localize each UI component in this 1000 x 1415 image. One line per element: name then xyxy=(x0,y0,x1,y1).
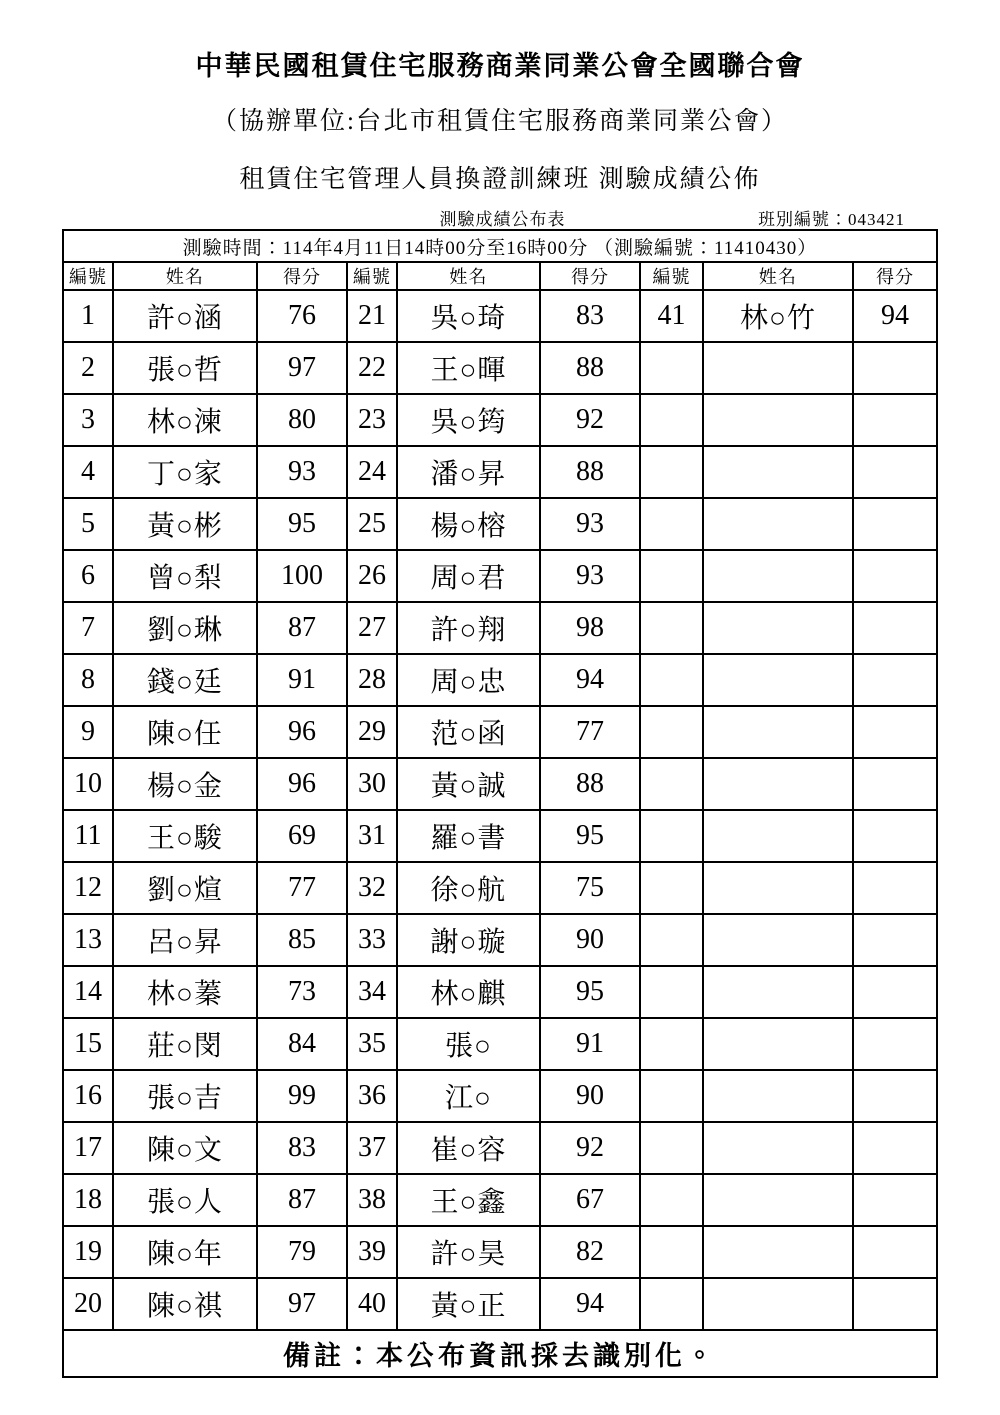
cell-name: 陳○文 xyxy=(113,1122,257,1174)
cell-score: 77 xyxy=(540,706,640,758)
cell-score: 96 xyxy=(257,758,347,810)
cell-number: 23 xyxy=(347,394,397,446)
cell-score xyxy=(853,550,937,602)
cell-name: 陳○祺 xyxy=(113,1278,257,1330)
cell-score: 88 xyxy=(540,342,640,394)
cell-name: 黃○彬 xyxy=(113,498,257,550)
cell-score xyxy=(853,602,937,654)
cell-name: 呂○昇 xyxy=(113,914,257,966)
cell-score: 88 xyxy=(540,446,640,498)
cell-name: 林○竹 xyxy=(703,290,853,342)
table-row xyxy=(63,1122,937,1174)
cell-number: 20 xyxy=(63,1278,113,1330)
cell-name: 黃○誠 xyxy=(397,758,540,810)
cell-score: 98 xyxy=(540,602,640,654)
cell-name xyxy=(703,1174,853,1226)
cell-name: 楊○榕 xyxy=(397,498,540,550)
cell-score: 77 xyxy=(257,862,347,914)
cell-number: 14 xyxy=(63,966,113,1018)
cell-score: 95 xyxy=(540,810,640,862)
cell-score: 100 xyxy=(257,550,347,602)
col-header-name: 姓名 xyxy=(397,262,540,290)
col-header-name: 姓名 xyxy=(113,262,257,290)
cell-score xyxy=(853,654,937,706)
cell-name: 張○ xyxy=(397,1018,540,1070)
cell-score: 79 xyxy=(257,1226,347,1278)
cell-name xyxy=(703,1122,853,1174)
table-row xyxy=(63,810,937,862)
cell-score: 88 xyxy=(540,758,640,810)
cell-number xyxy=(640,706,703,758)
cell-number: 3 xyxy=(63,394,113,446)
cell-number: 41 xyxy=(640,290,703,342)
cell-score: 96 xyxy=(257,706,347,758)
cell-score xyxy=(853,914,937,966)
cell-number xyxy=(640,602,703,654)
cell-score: 87 xyxy=(257,602,347,654)
cell-number: 40 xyxy=(347,1278,397,1330)
cell-score: 93 xyxy=(540,498,640,550)
cell-number xyxy=(640,1226,703,1278)
table-row xyxy=(63,706,937,758)
cell-name xyxy=(703,1226,853,1278)
cell-score xyxy=(853,1122,937,1174)
cell-name: 錢○廷 xyxy=(113,654,257,706)
cell-score xyxy=(853,1278,937,1330)
col-header-score: 得分 xyxy=(853,262,937,290)
cell-name: 范○函 xyxy=(397,706,540,758)
cell-number: 17 xyxy=(63,1122,113,1174)
cell-number: 22 xyxy=(347,342,397,394)
cell-score xyxy=(853,810,937,862)
cell-score: 95 xyxy=(540,966,640,1018)
cell-number xyxy=(640,1018,703,1070)
cell-score: 90 xyxy=(540,1070,640,1122)
cell-score xyxy=(853,1226,937,1278)
cell-name: 曾○梨 xyxy=(113,550,257,602)
cell-score: 80 xyxy=(257,394,347,446)
cell-number: 37 xyxy=(347,1122,397,1174)
cell-number: 31 xyxy=(347,810,397,862)
cell-number xyxy=(640,1070,703,1122)
table-row xyxy=(63,602,937,654)
cell-score: 85 xyxy=(257,914,347,966)
cell-name: 許○翔 xyxy=(397,602,540,654)
cell-number: 24 xyxy=(347,446,397,498)
cell-number xyxy=(640,394,703,446)
cell-score: 91 xyxy=(540,1018,640,1070)
cell-name: 王○駿 xyxy=(113,810,257,862)
exam-time-text: 測驗時間：114年4月11日14時00分至16時00分 （測驗編號：11410430） xyxy=(63,230,937,262)
cell-score: 94 xyxy=(540,1278,640,1330)
table-row xyxy=(63,862,937,914)
cell-number: 30 xyxy=(347,758,397,810)
cell-number: 12 xyxy=(63,862,113,914)
cell-number xyxy=(640,914,703,966)
cell-name: 周○忠 xyxy=(397,654,540,706)
table-row xyxy=(63,654,937,706)
table-row xyxy=(63,394,937,446)
col-header-number: 編號 xyxy=(640,262,703,290)
note-row xyxy=(63,1330,937,1377)
cell-score xyxy=(853,394,937,446)
cell-name: 張○吉 xyxy=(113,1070,257,1122)
cell-score xyxy=(853,966,937,1018)
cell-name: 徐○航 xyxy=(397,862,540,914)
cell-name xyxy=(703,862,853,914)
cell-name: 劉○煊 xyxy=(113,862,257,914)
cell-number xyxy=(640,446,703,498)
col-header-number: 編號 xyxy=(63,262,113,290)
cell-score: 83 xyxy=(257,1122,347,1174)
cell-score xyxy=(853,1174,937,1226)
cell-name: 周○君 xyxy=(397,550,540,602)
table-row xyxy=(63,1278,937,1330)
caption-row xyxy=(63,205,937,227)
cell-number: 7 xyxy=(63,602,113,654)
cell-name: 楊○金 xyxy=(113,758,257,810)
cell-score: 92 xyxy=(540,1122,640,1174)
cell-name xyxy=(703,602,853,654)
cell-number: 11 xyxy=(63,810,113,862)
cell-number: 38 xyxy=(347,1174,397,1226)
cell-number: 27 xyxy=(347,602,397,654)
table-row xyxy=(63,342,937,394)
cell-number xyxy=(640,862,703,914)
cell-name xyxy=(703,498,853,550)
cell-number: 35 xyxy=(347,1018,397,1070)
cell-name: 陳○任 xyxy=(113,706,257,758)
cell-number: 25 xyxy=(347,498,397,550)
cell-name: 林○湅 xyxy=(113,394,257,446)
cell-number: 5 xyxy=(63,498,113,550)
cell-name: 謝○璇 xyxy=(397,914,540,966)
cell-number: 15 xyxy=(63,1018,113,1070)
col-header-score: 得分 xyxy=(540,262,640,290)
table-caption: 測驗成績公布表 xyxy=(439,210,566,229)
cell-score xyxy=(853,342,937,394)
cell-number xyxy=(640,1174,703,1226)
cell-number xyxy=(640,810,703,862)
co-organizer-line: （協辦單位:台北市租賃住宅服務商業同業公會） xyxy=(212,108,788,135)
table-row xyxy=(63,446,937,498)
score-table xyxy=(62,229,938,1378)
cell-name: 吳○琦 xyxy=(397,290,540,342)
col-header-score: 得分 xyxy=(257,262,347,290)
cell-score: 90 xyxy=(540,914,640,966)
cell-score: 84 xyxy=(257,1018,347,1070)
cell-name: 羅○書 xyxy=(397,810,540,862)
cell-score: 92 xyxy=(540,394,640,446)
cell-score: 69 xyxy=(257,810,347,862)
cell-name xyxy=(703,446,853,498)
table-row xyxy=(63,758,937,810)
cell-score: 91 xyxy=(257,654,347,706)
cell-name xyxy=(703,966,853,1018)
cell-name: 張○人 xyxy=(113,1174,257,1226)
cell-number: 36 xyxy=(347,1070,397,1122)
cell-number: 6 xyxy=(63,550,113,602)
cell-number xyxy=(640,654,703,706)
cell-name: 黃○正 xyxy=(397,1278,540,1330)
cell-name: 丁○家 xyxy=(113,446,257,498)
cell-name xyxy=(703,550,853,602)
main-title: 中華民國租賃住宅服務商業同業公會全國聯合會 xyxy=(195,51,805,81)
cell-score xyxy=(853,446,937,498)
cell-number: 9 xyxy=(63,706,113,758)
cell-score: 83 xyxy=(540,290,640,342)
cell-number xyxy=(640,498,703,550)
cell-score: 94 xyxy=(853,290,937,342)
cell-name: 張○哲 xyxy=(113,342,257,394)
cell-name: 劉○琳 xyxy=(113,602,257,654)
cell-name: 潘○昇 xyxy=(397,446,540,498)
cell-name: 王○鑫 xyxy=(397,1174,540,1226)
cell-name xyxy=(703,342,853,394)
cell-number: 39 xyxy=(347,1226,397,1278)
cell-number xyxy=(640,1122,703,1174)
cell-name xyxy=(703,394,853,446)
cell-number: 34 xyxy=(347,966,397,1018)
cell-name: 崔○容 xyxy=(397,1122,540,1174)
table-row xyxy=(63,1174,937,1226)
cell-name xyxy=(703,810,853,862)
cell-number: 29 xyxy=(347,706,397,758)
cell-score: 67 xyxy=(540,1174,640,1226)
cell-name xyxy=(703,1070,853,1122)
cell-score xyxy=(853,1018,937,1070)
subtitle: 租賃住宅管理人員換證訓練班 測驗成績公佈 xyxy=(239,166,761,193)
cell-number: 10 xyxy=(63,758,113,810)
cell-name xyxy=(703,1018,853,1070)
table-row xyxy=(63,1070,937,1122)
table-row xyxy=(63,966,937,1018)
table-row xyxy=(63,550,937,602)
cell-score: 99 xyxy=(257,1070,347,1122)
cell-score: 73 xyxy=(257,966,347,1018)
table-row xyxy=(63,498,937,550)
cell-name xyxy=(703,1278,853,1330)
cell-number: 28 xyxy=(347,654,397,706)
class-number-label: 班別編號：043421 xyxy=(758,210,905,229)
table-row xyxy=(63,290,937,342)
cell-name xyxy=(703,914,853,966)
cell-score: 93 xyxy=(540,550,640,602)
cell-name: 吳○筠 xyxy=(397,394,540,446)
cell-score: 75 xyxy=(540,862,640,914)
cell-name: 莊○閔 xyxy=(113,1018,257,1070)
cell-number xyxy=(640,758,703,810)
cell-number: 8 xyxy=(63,654,113,706)
cell-score xyxy=(853,862,937,914)
cell-name: 林○蓁 xyxy=(113,966,257,1018)
cell-score xyxy=(853,758,937,810)
cell-score xyxy=(853,1070,937,1122)
cell-name: 陳○年 xyxy=(113,1226,257,1278)
cell-number: 19 xyxy=(63,1226,113,1278)
cell-name: 江○ xyxy=(397,1070,540,1122)
cell-score: 87 xyxy=(257,1174,347,1226)
cell-number: 13 xyxy=(63,914,113,966)
cell-name xyxy=(703,758,853,810)
cell-number xyxy=(640,342,703,394)
cell-number: 2 xyxy=(63,342,113,394)
cell-name: 王○暉 xyxy=(397,342,540,394)
cell-score: 82 xyxy=(540,1226,640,1278)
cell-number: 16 xyxy=(63,1070,113,1122)
cell-number: 4 xyxy=(63,446,113,498)
cell-name: 許○昊 xyxy=(397,1226,540,1278)
cell-number: 18 xyxy=(63,1174,113,1226)
cell-number xyxy=(640,1278,703,1330)
cell-number: 33 xyxy=(347,914,397,966)
cell-score: 97 xyxy=(257,1278,347,1330)
cell-name: 林○麒 xyxy=(397,966,540,1018)
cell-number: 1 xyxy=(63,290,113,342)
table-row xyxy=(63,1018,937,1070)
cell-number: 32 xyxy=(347,862,397,914)
cell-number xyxy=(640,966,703,1018)
cell-score xyxy=(853,498,937,550)
cell-number: 21 xyxy=(347,290,397,342)
cell-score: 94 xyxy=(540,654,640,706)
cell-score xyxy=(853,706,937,758)
cell-score: 95 xyxy=(257,498,347,550)
note-text: 備註：本公布資訊採去識別化。 xyxy=(63,1330,937,1377)
cell-score: 76 xyxy=(257,290,347,342)
col-header-name: 姓名 xyxy=(703,262,853,290)
cell-score: 93 xyxy=(257,446,347,498)
table-row xyxy=(63,914,937,966)
cell-name xyxy=(703,706,853,758)
cell-name xyxy=(703,654,853,706)
cell-name: 許○涵 xyxy=(113,290,257,342)
table-row xyxy=(63,1226,937,1278)
col-header-number: 編號 xyxy=(347,262,397,290)
column-header-row xyxy=(63,262,937,290)
cell-number xyxy=(640,550,703,602)
exam-time-row xyxy=(63,230,937,262)
cell-score: 97 xyxy=(257,342,347,394)
cell-number: 26 xyxy=(347,550,397,602)
